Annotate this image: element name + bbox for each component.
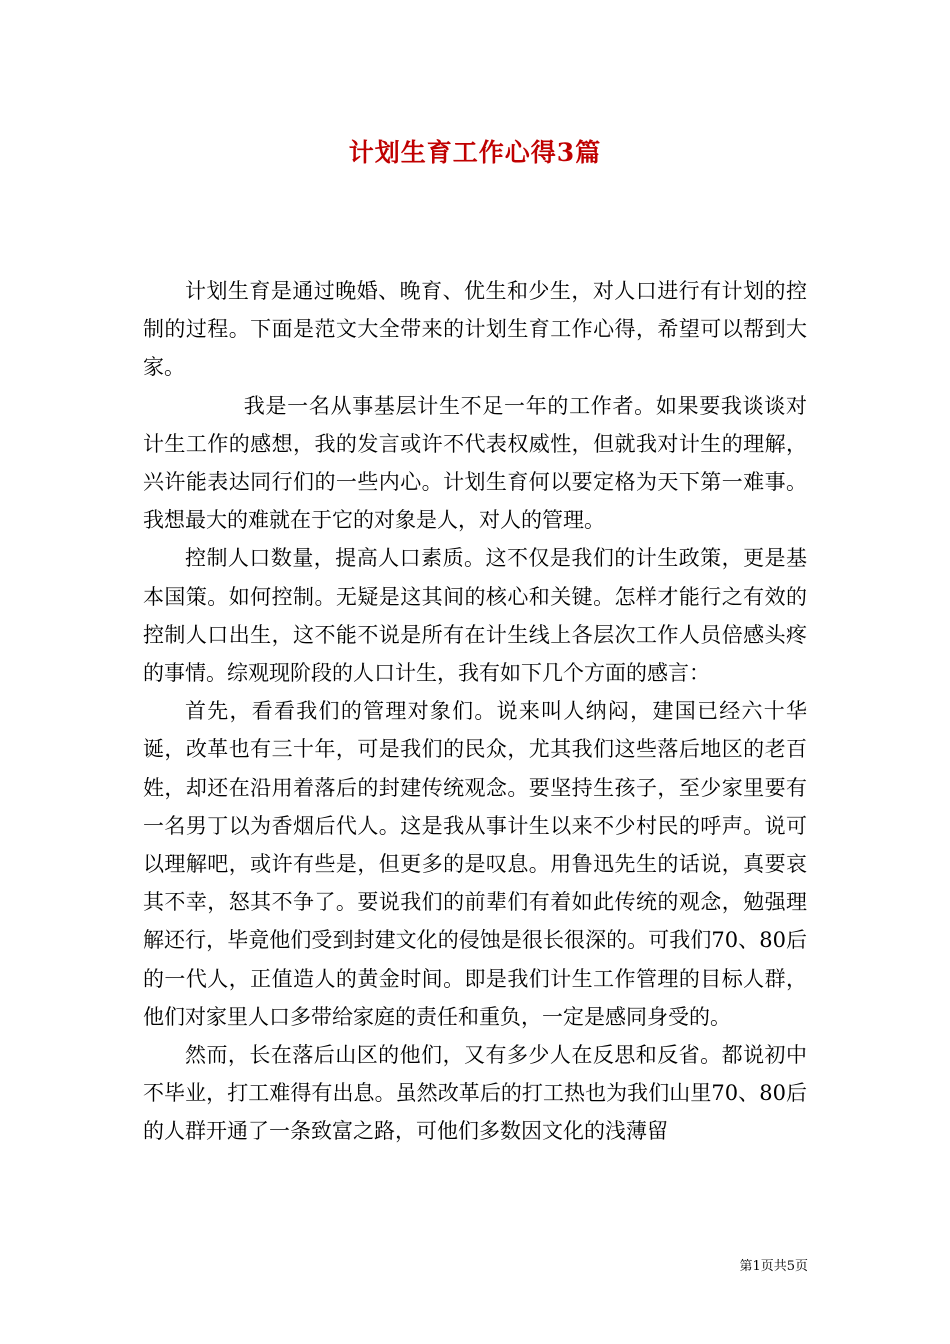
paragraph-2: 控制人口数量，提高人口素质。这不仅是我们的计生政策，更是基本国策。如何控制。无疑是这其间的核心和关键。怎样才能行之有效的控制人口出生，这不能不说是所有在计生线上各层次工作人员倍感头疼的事情。综观现阶段的人口计生，我有如下几个方面的感言： bbox=[143, 546, 807, 686]
document-body bbox=[143, 272, 807, 1151]
paragraph-3: 首先，看看我们的管理对象们。说来叫人纳闷，建国已经六十华诞，改革也有三十年，可是我们的民众，尤其我们这些落后地区的老百姓，却还在沿用着落后的封建传统观念。要坚持生孩子，至少家里要有一名男丁以为香烟后代人。这是我从事计生以来不少村民的呼声。说可以理解吧，或许有些是，但更多的是叹息。用鲁迅先生的话说，真要哀其不幸，怒其不争了。要说我们的前辈们有着如此传统的观念，勉强理解还行，毕竟他们受到封建文化的侵蚀是很长很深的。可我们70、80后的一代人，正值造人的黄金时间。即是我们计生工作管理的目标人群，他们对家里人口多带给家庭的责任和重负，一定是感同身受的。 bbox=[143, 699, 807, 1029]
paragraph-intro: 计划生育是通过晚婚、晚育、优生和少生，对人口进行有计划的控制的过程。下面是范文大全带来的计划生育工作心得，希望可以帮到大家。 bbox=[143, 279, 807, 380]
page-number: 第1页共5页 bbox=[739, 1259, 808, 1274]
paragraph-1: 我是一名从事基层计生不足一年的工作者。如果要我谈谈对计生工作的感想，我的发言或许不代表权威性，但就我对计生的理解，兴许能表达同行们的一些内心。计划生育何以要定格为天下第一难事。我想最大的难就在于它的对象是人，对人的管理。 bbox=[143, 393, 807, 533]
page-title: 计划生育工作心得3篇 bbox=[348, 138, 602, 167]
paragraph-4: 然而，长在落后山区的他们，又有多少人在反思和反省。都说初中不毕业，打工难得有出息。虽然改革后的打工热也为我们山里70、80后的人群开通了一条致富之路，可他们多数因文化的浅薄留 bbox=[143, 1043, 807, 1144]
